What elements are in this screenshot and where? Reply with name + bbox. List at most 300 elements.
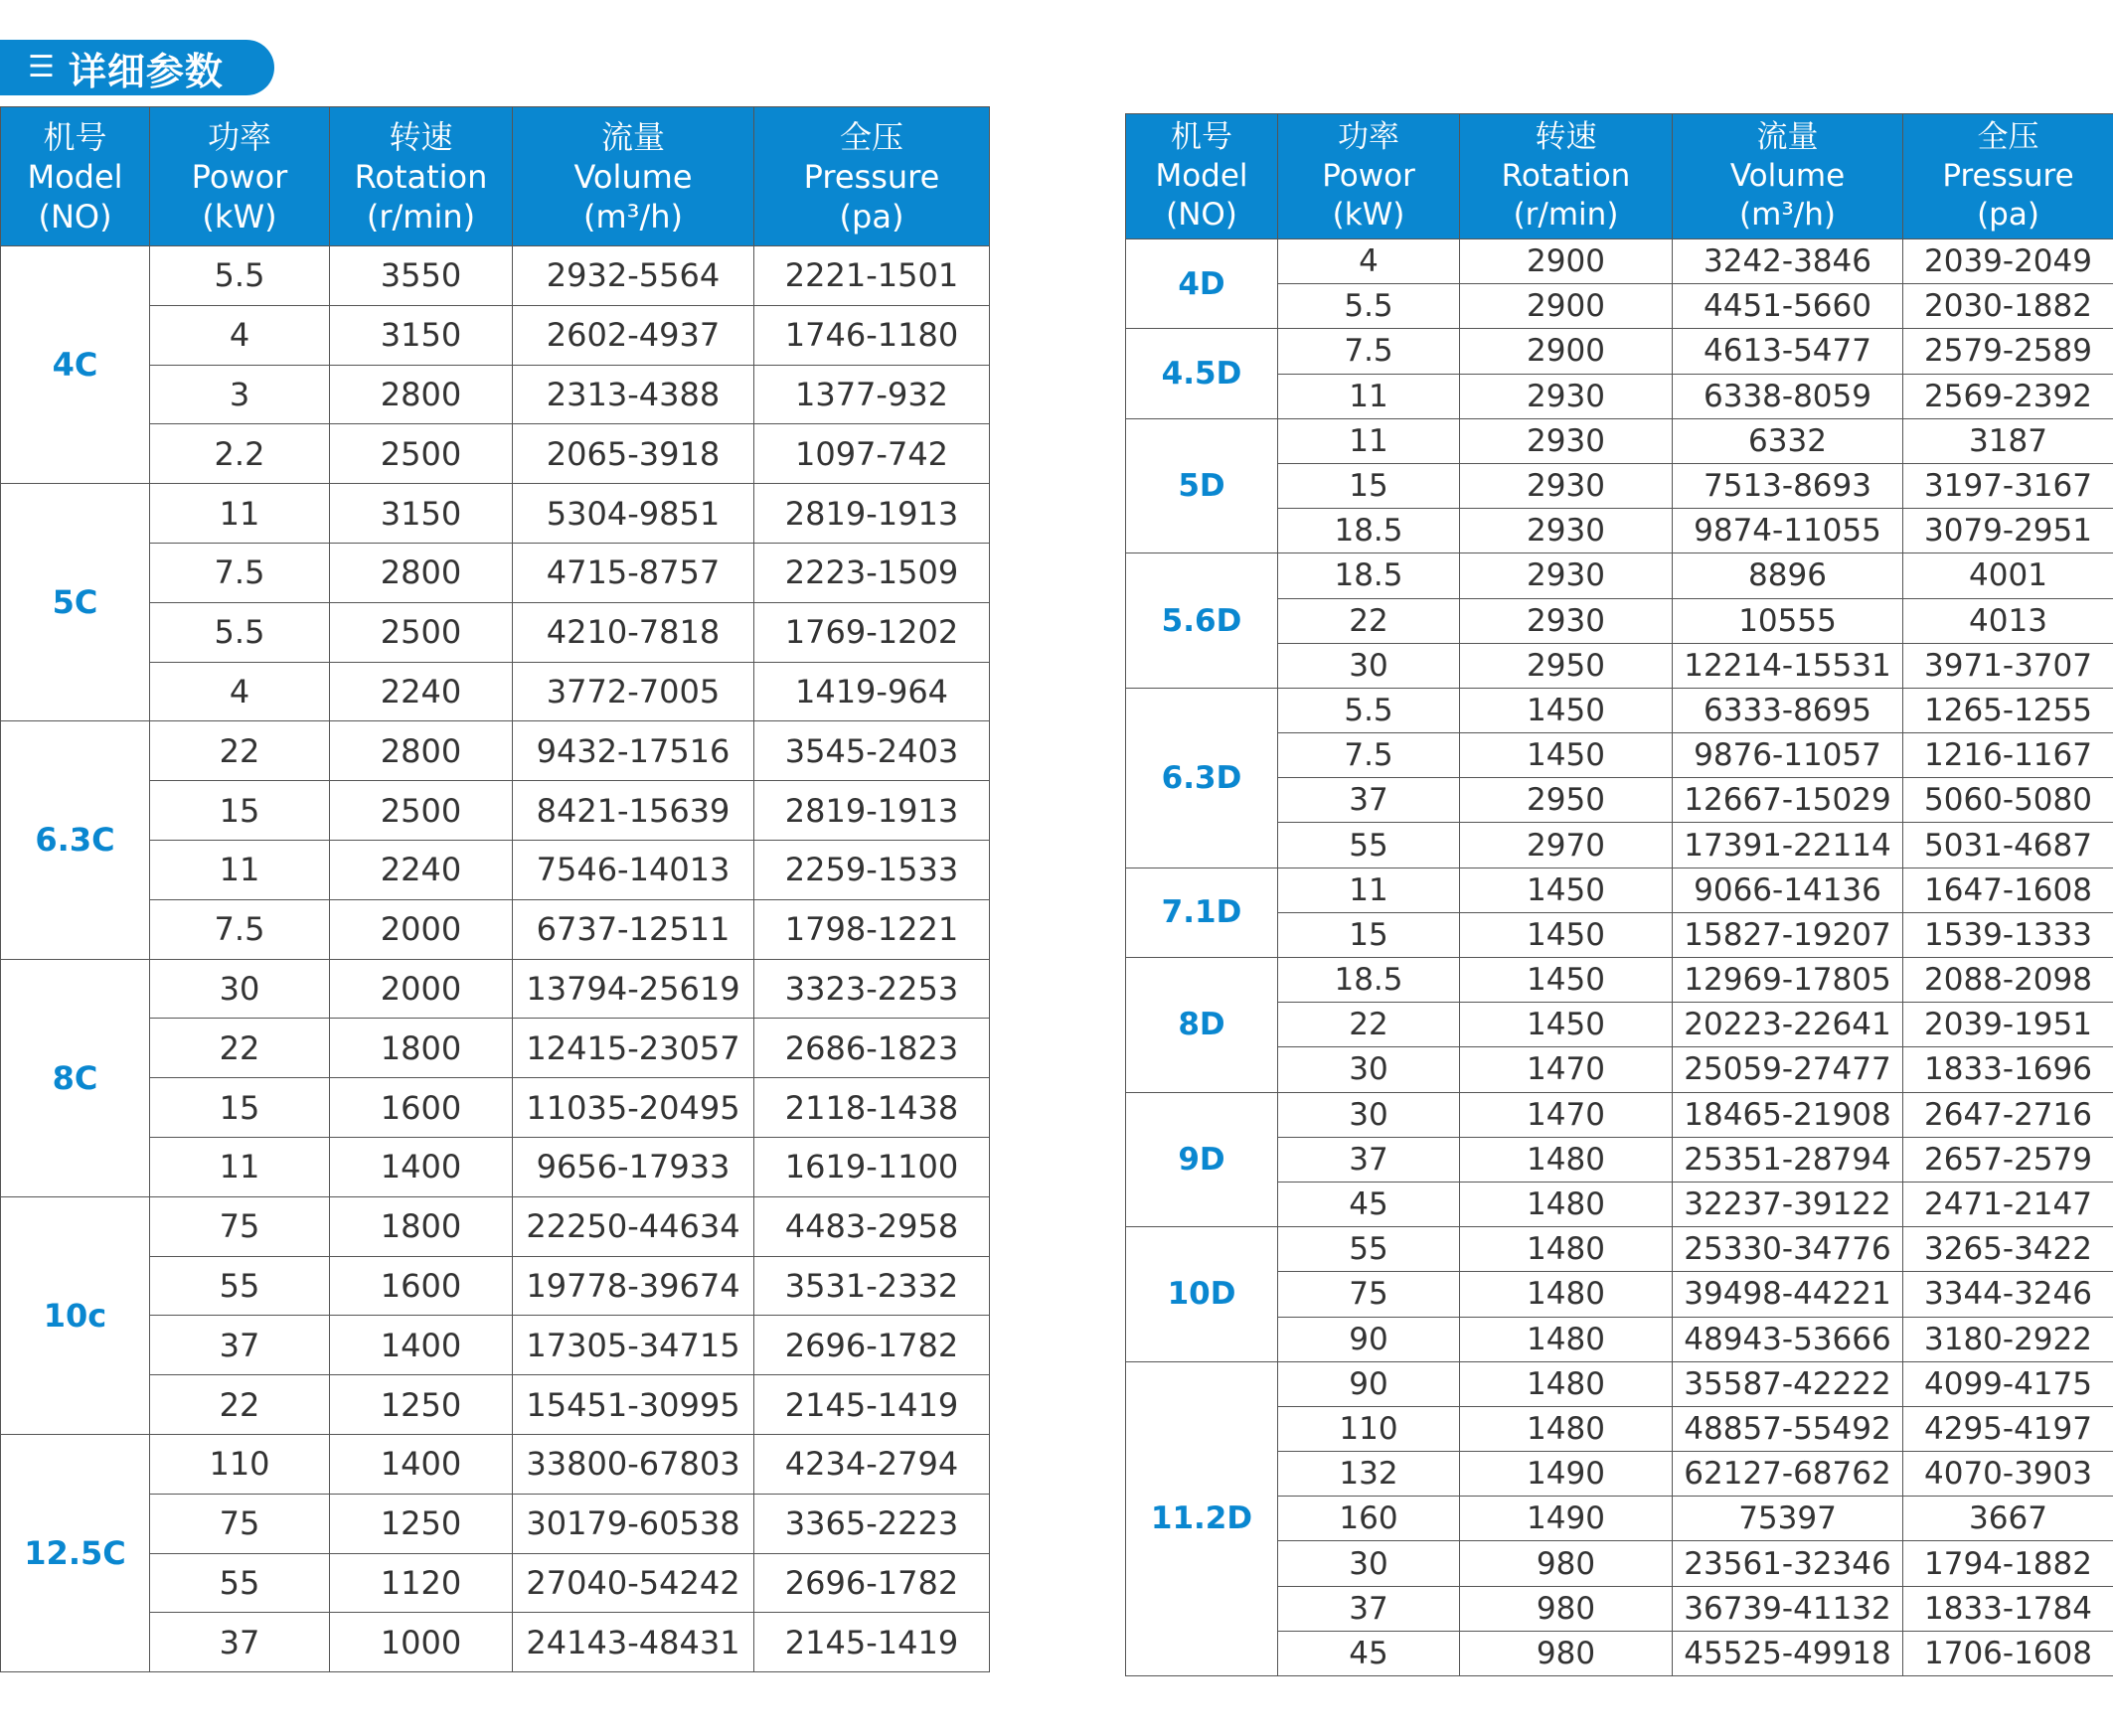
volume-cell: 2932-5564 [513, 246, 754, 306]
rotation-cell: 2930 [1460, 598, 1673, 643]
volume-cell: 9066-14136 [1673, 868, 1903, 912]
column-header-rotation [1460, 114, 1673, 239]
power-cell: 22 [1278, 598, 1460, 643]
volume-cell: 75397 [1673, 1497, 1903, 1541]
power-cell: 18.5 [1278, 553, 1460, 598]
power-cell: 90 [1278, 1361, 1460, 1406]
power-cell: 7.5 [150, 543, 330, 602]
pressure-cell: 1794-1882 [1903, 1541, 2113, 1586]
table-row [1126, 958, 2113, 1003]
rotation-cell: 1450 [1460, 733, 1673, 778]
pressure-cell: 2696-1782 [754, 1316, 990, 1375]
header-cn: 机号 [43, 117, 107, 156]
power-cell: 30 [1278, 1092, 1460, 1137]
power-cell: 5.5 [150, 246, 330, 306]
header-unit: (NO) [38, 197, 112, 236]
power-cell: 30 [1278, 1047, 1460, 1092]
pressure-cell: 2039-2049 [1903, 239, 2113, 284]
table-row [1126, 329, 2113, 374]
rotation-cell: 1480 [1460, 1182, 1673, 1226]
pressure-cell: 3323-2253 [754, 959, 990, 1019]
rotation-cell: 980 [1460, 1586, 1673, 1631]
rotation-cell: 1480 [1460, 1272, 1673, 1317]
rotation-cell: 1250 [330, 1494, 513, 1553]
rotation-cell: 2900 [1460, 239, 1673, 284]
pressure-cell: 1097-742 [754, 424, 990, 484]
header-en: Model [1155, 158, 1248, 194]
header-unit: (pa) [1977, 197, 2039, 233]
volume-cell: 3242-3846 [1673, 239, 1903, 284]
power-cell: 45 [1278, 1631, 1460, 1675]
table-row [1126, 688, 2113, 732]
table-row [1, 424, 990, 484]
power-cell: 30 [1278, 643, 1460, 688]
power-cell: 45 [1278, 1182, 1460, 1226]
pressure-cell: 1216-1167 [1903, 733, 2113, 778]
table-header [1126, 114, 2113, 239]
table-row [1, 365, 990, 424]
pressure-cell: 1798-1221 [754, 899, 990, 959]
table-row [1, 662, 990, 721]
header-cn: 转速 [389, 117, 453, 156]
power-cell: 160 [1278, 1497, 1460, 1541]
volume-cell: 9432-17516 [513, 721, 754, 781]
power-cell: 4 [150, 305, 330, 365]
power-cell: 55 [1278, 1227, 1460, 1272]
power-cell: 7.5 [150, 899, 330, 959]
table-row [1126, 1361, 2113, 1406]
pressure-cell: 2030-1882 [1903, 284, 2113, 329]
model-cell: 5.6D [1126, 553, 1278, 689]
power-cell: 2.2 [150, 424, 330, 484]
power-cell: 11 [1278, 868, 1460, 912]
volume-cell: 19778-39674 [513, 1256, 754, 1316]
volume-cell: 48943-53666 [1673, 1317, 1903, 1361]
header-row [1, 107, 990, 246]
rotation-cell: 1120 [330, 1553, 513, 1613]
rotation-cell: 2240 [330, 662, 513, 721]
power-cell: 7.5 [1278, 733, 1460, 778]
table-row [1126, 553, 2113, 598]
header-en: Volume [573, 157, 693, 196]
model-cell: 4D [1126, 239, 1278, 329]
header-en: Volume [1729, 158, 1846, 194]
rotation-cell: 1490 [1460, 1452, 1673, 1497]
rotation-cell: 1480 [1460, 1137, 1673, 1182]
power-cell: 18.5 [1278, 958, 1460, 1003]
rotation-cell: 2930 [1460, 509, 1673, 553]
table-row [1, 1613, 990, 1672]
volume-cell: 2602-4937 [513, 305, 754, 365]
pressure-cell: 4099-4175 [1903, 1361, 2113, 1406]
rotation-cell: 2930 [1460, 374, 1673, 418]
volume-cell: 15827-19207 [1673, 912, 1903, 957]
rotation-cell: 2950 [1460, 643, 1673, 688]
section-title-tag [0, 40, 274, 95]
table-row [1, 840, 990, 899]
volume-cell: 36739-41132 [1673, 1586, 1903, 1631]
table-row [1, 1256, 990, 1316]
rotation-cell: 2800 [330, 721, 513, 781]
volume-cell: 11035-20495 [513, 1078, 754, 1138]
spec-table-c-series [0, 106, 990, 1672]
rotation-cell: 1470 [1460, 1047, 1673, 1092]
rotation-cell: 1490 [1460, 1497, 1673, 1541]
header-row [1126, 114, 2113, 239]
power-cell: 7.5 [1278, 329, 1460, 374]
table-row [1, 781, 990, 841]
power-cell: 37 [150, 1613, 330, 1672]
power-cell: 15 [1278, 912, 1460, 957]
column-header-volume [1673, 114, 1903, 239]
model-cell: 4.5D [1126, 329, 1278, 418]
rotation-cell: 1450 [1460, 958, 1673, 1003]
table-body [1126, 239, 2113, 1676]
rotation-cell: 2000 [330, 899, 513, 959]
volume-cell: 25351-28794 [1673, 1137, 1903, 1182]
table-row [1, 1196, 990, 1256]
model-cell: 8C [1, 959, 150, 1196]
header-en: Model [27, 157, 123, 196]
volume-cell: 22250-44634 [513, 1196, 754, 1256]
pressure-cell: 2223-1509 [754, 543, 990, 602]
power-cell: 11 [150, 840, 330, 899]
table-row [1, 959, 990, 1019]
table-row [1, 484, 990, 544]
volume-cell: 3772-7005 [513, 662, 754, 721]
power-cell: 4 [150, 662, 330, 721]
rotation-cell: 1450 [1460, 912, 1673, 957]
rotation-cell: 2950 [1460, 778, 1673, 823]
rotation-cell: 980 [1460, 1541, 1673, 1586]
pressure-cell: 5031-4687 [1903, 823, 2113, 868]
power-cell: 132 [1278, 1452, 1460, 1497]
pressure-cell: 2145-1419 [754, 1613, 990, 1672]
power-cell: 55 [150, 1256, 330, 1316]
pressure-cell: 4070-3903 [1903, 1452, 2113, 1497]
table-row [1, 1019, 990, 1078]
rotation-cell: 1480 [1460, 1317, 1673, 1361]
volume-cell: 39498-44221 [1673, 1272, 1903, 1317]
power-cell: 37 [150, 1316, 330, 1375]
power-cell: 30 [150, 959, 330, 1019]
pressure-cell: 3265-3422 [1903, 1227, 2113, 1272]
rotation-cell: 1600 [330, 1078, 513, 1138]
rotation-cell: 1250 [330, 1375, 513, 1435]
rotation-cell: 1800 [330, 1196, 513, 1256]
column-header-rotation [330, 107, 513, 246]
model-cell: 10D [1126, 1227, 1278, 1362]
header-unit: (m³/h) [582, 197, 684, 236]
header-unit: (r/min) [1513, 197, 1619, 233]
pressure-cell: 3545-2403 [754, 721, 990, 781]
header-en: Rotation [1501, 158, 1631, 194]
pressure-cell: 3667 [1903, 1497, 2113, 1541]
pressure-cell: 1539-1333 [1903, 912, 2113, 957]
power-cell: 5.5 [150, 602, 330, 662]
rotation-cell: 2930 [1460, 418, 1673, 463]
model-cell: 6.3D [1126, 688, 1278, 868]
pressure-cell: 2579-2589 [1903, 329, 2113, 374]
pressure-cell: 2118-1438 [754, 1078, 990, 1138]
table-row [1, 899, 990, 959]
table-row [1, 1137, 990, 1196]
header-unit: (kW) [202, 197, 277, 236]
pressure-cell: 1833-1696 [1903, 1047, 2113, 1092]
volume-cell: 62127-68762 [1673, 1452, 1903, 1497]
model-cell: 7.1D [1126, 868, 1278, 957]
rotation-cell: 1450 [1460, 688, 1673, 732]
column-header-model [1, 107, 150, 246]
model-cell: 9D [1126, 1092, 1278, 1227]
pressure-cell: 1647-1608 [1903, 868, 2113, 912]
volume-cell: 12969-17805 [1673, 958, 1903, 1003]
pressure-cell: 2696-1782 [754, 1553, 990, 1613]
table-row [1, 305, 990, 365]
rotation-cell: 1470 [1460, 1092, 1673, 1137]
power-cell: 11 [150, 1137, 330, 1196]
column-header-volume [513, 107, 754, 246]
volume-cell: 6737-12511 [513, 899, 754, 959]
power-cell: 5.5 [1278, 688, 1460, 732]
volume-cell: 25330-34776 [1673, 1227, 1903, 1272]
model-cell: 4C [1, 246, 150, 484]
power-cell: 11 [150, 484, 330, 544]
rotation-cell: 2900 [1460, 329, 1673, 374]
column-header-power [1278, 114, 1460, 239]
header-cn: 机号 [1171, 119, 1232, 155]
model-cell: 10c [1, 1196, 150, 1434]
volume-cell: 6332 [1673, 418, 1903, 463]
rotation-cell: 2000 [330, 959, 513, 1019]
rotation-cell: 2500 [330, 424, 513, 484]
power-cell: 37 [1278, 1137, 1460, 1182]
spec-table-d-series [1125, 113, 2113, 1676]
volume-cell: 6338-8059 [1673, 374, 1903, 418]
model-cell: 5D [1126, 418, 1278, 553]
pressure-cell: 5060-5080 [1903, 778, 2113, 823]
volume-cell: 6333-8695 [1673, 688, 1903, 732]
power-cell: 75 [150, 1196, 330, 1256]
rotation-cell: 3150 [330, 484, 513, 544]
volume-cell: 48857-55492 [1673, 1406, 1903, 1451]
header-en: Powor [1322, 158, 1415, 194]
power-cell: 75 [1278, 1272, 1460, 1317]
volume-cell: 2313-4388 [513, 365, 754, 424]
table-row [1, 1434, 990, 1494]
table-row [1126, 239, 2113, 284]
pressure-cell: 2819-1913 [754, 781, 990, 841]
volume-cell: 8896 [1673, 553, 1903, 598]
model-cell: 8D [1126, 958, 1278, 1093]
power-cell: 11 [1278, 418, 1460, 463]
pressure-cell: 4234-2794 [754, 1434, 990, 1494]
volume-cell: 4613-5477 [1673, 329, 1903, 374]
power-cell: 22 [150, 721, 330, 781]
pressure-cell: 1377-932 [754, 365, 990, 424]
power-cell: 37 [1278, 778, 1460, 823]
volume-cell: 23561-32346 [1673, 1541, 1903, 1586]
rotation-cell: 980 [1460, 1631, 1673, 1675]
rotation-cell: 1800 [330, 1019, 513, 1078]
menu-icon: ☰ [28, 50, 55, 84]
rotation-cell: 1480 [1460, 1406, 1673, 1451]
volume-cell: 27040-54242 [513, 1553, 754, 1613]
pressure-cell: 2039-1951 [1903, 1003, 2113, 1047]
volume-cell: 32237-39122 [1673, 1182, 1903, 1226]
rotation-cell: 2970 [1460, 823, 1673, 868]
column-header-power [150, 107, 330, 246]
table-row [1, 1316, 990, 1375]
pressure-cell: 2088-2098 [1903, 958, 2113, 1003]
volume-cell: 4451-5660 [1673, 284, 1903, 329]
pressure-cell: 1833-1784 [1903, 1586, 2113, 1631]
pressure-cell: 1746-1180 [754, 305, 990, 365]
power-cell: 55 [1278, 823, 1460, 868]
volume-cell: 13794-25619 [513, 959, 754, 1019]
header-en: Powor [191, 157, 288, 196]
pressure-cell: 1419-964 [754, 662, 990, 721]
pressure-cell: 2259-1533 [754, 840, 990, 899]
header-cn: 功率 [207, 117, 271, 156]
pressure-cell: 3180-2922 [1903, 1317, 2113, 1361]
volume-cell: 7513-8693 [1673, 463, 1903, 508]
header-en: Pressure [1942, 158, 2074, 194]
table-row [1126, 418, 2113, 463]
power-cell: 3 [150, 365, 330, 424]
table-row [1, 1375, 990, 1435]
volume-cell: 18465-21908 [1673, 1092, 1903, 1137]
header-unit: (r/min) [366, 197, 476, 236]
header-unit: (kW) [1332, 197, 1405, 233]
power-cell: 22 [1278, 1003, 1460, 1047]
pressure-cell: 3197-3167 [1903, 463, 2113, 508]
header-cn: 流量 [1756, 119, 1819, 155]
volume-cell: 25059-27477 [1673, 1047, 1903, 1092]
rotation-cell: 2800 [330, 543, 513, 602]
power-cell: 110 [150, 1434, 330, 1494]
volume-cell: 2065-3918 [513, 424, 754, 484]
table-header [1, 107, 990, 246]
rotation-cell: 3150 [330, 305, 513, 365]
pressure-cell: 1769-1202 [754, 602, 990, 662]
pressure-cell: 2657-2579 [1903, 1137, 2113, 1182]
model-cell: 12.5C [1, 1434, 150, 1671]
power-cell: 5.5 [1278, 284, 1460, 329]
pressure-cell: 2647-2716 [1903, 1092, 2113, 1137]
pressure-cell: 3187 [1903, 418, 2113, 463]
rotation-cell: 3550 [330, 246, 513, 306]
power-cell: 18.5 [1278, 509, 1460, 553]
pressure-cell: 1265-1255 [1903, 688, 2113, 732]
power-cell: 55 [150, 1553, 330, 1613]
pressure-cell: 2686-1823 [754, 1019, 990, 1078]
header-unit: (NO) [1166, 197, 1237, 233]
power-cell: 37 [1278, 1586, 1460, 1631]
header-unit: (m³/h) [1739, 197, 1836, 233]
volume-cell: 30179-60538 [513, 1494, 754, 1553]
power-cell: 90 [1278, 1317, 1460, 1361]
power-cell: 75 [150, 1494, 330, 1553]
volume-cell: 12415-23057 [513, 1019, 754, 1078]
volume-cell: 10555 [1673, 598, 1903, 643]
volume-cell: 9876-11057 [1673, 733, 1903, 778]
volume-cell: 7546-14013 [513, 840, 754, 899]
pressure-cell: 2569-2392 [1903, 374, 2113, 418]
volume-cell: 17391-22114 [1673, 823, 1903, 868]
header-cn: 全压 [839, 117, 903, 156]
volume-cell: 4210-7818 [513, 602, 754, 662]
volume-cell: 12667-15029 [1673, 778, 1903, 823]
rotation-cell: 1400 [330, 1434, 513, 1494]
pressure-cell: 2145-1419 [754, 1375, 990, 1435]
model-cell: 5C [1, 484, 150, 721]
header-en: Rotation [354, 157, 488, 196]
table-row [1, 246, 990, 306]
header-cn: 全压 [1977, 119, 2039, 155]
pressure-cell: 4001 [1903, 553, 2113, 598]
table-row [1, 1494, 990, 1553]
table-row [1126, 868, 2113, 912]
pressure-cell: 3079-2951 [1903, 509, 2113, 553]
rotation-cell: 2500 [330, 602, 513, 662]
pressure-cell: 1706-1608 [1903, 1631, 2113, 1675]
power-cell: 22 [150, 1375, 330, 1435]
volume-cell: 5304-9851 [513, 484, 754, 544]
pressure-cell: 2221-1501 [754, 246, 990, 306]
model-cell: 11.2D [1126, 1361, 1278, 1675]
volume-cell: 24143-48431 [513, 1613, 754, 1672]
pressure-cell: 2471-2147 [1903, 1182, 2113, 1226]
volume-cell: 33800-67803 [513, 1434, 754, 1494]
power-cell: 15 [150, 781, 330, 841]
rotation-cell: 2800 [330, 365, 513, 424]
rotation-cell: 1450 [1460, 1003, 1673, 1047]
header-en: Pressure [803, 157, 940, 196]
rotation-cell: 2930 [1460, 553, 1673, 598]
header-cn: 转速 [1535, 119, 1597, 155]
section-title: 详细参数 [68, 49, 224, 93]
volume-cell: 9874-11055 [1673, 509, 1903, 553]
header-unit: (pa) [839, 197, 904, 236]
pressure-cell: 3365-2223 [754, 1494, 990, 1553]
rotation-cell: 2930 [1460, 463, 1673, 508]
volume-cell: 12214-15531 [1673, 643, 1903, 688]
table-row [1, 602, 990, 662]
column-header-pressure [754, 107, 990, 246]
power-cell: 11 [1278, 374, 1460, 418]
pressure-cell: 2819-1913 [754, 484, 990, 544]
column-header-model [1126, 114, 1278, 239]
table-row [1, 721, 990, 781]
table-body [1, 246, 990, 1672]
volume-cell: 15451-30995 [513, 1375, 754, 1435]
power-cell: 15 [1278, 463, 1460, 508]
column-header-pressure [1903, 114, 2113, 239]
pressure-cell: 1619-1100 [754, 1137, 990, 1196]
power-cell: 15 [150, 1078, 330, 1138]
rotation-cell: 1400 [330, 1316, 513, 1375]
power-cell: 4 [1278, 239, 1460, 284]
header-cn: 流量 [600, 117, 665, 156]
rotation-cell: 1000 [330, 1613, 513, 1672]
rotation-cell: 1450 [1460, 868, 1673, 912]
pressure-cell: 4295-4197 [1903, 1406, 2113, 1451]
table-row [1, 1553, 990, 1613]
volume-cell: 9656-17933 [513, 1137, 754, 1196]
header-cn: 功率 [1338, 119, 1399, 155]
pressure-cell: 4483-2958 [754, 1196, 990, 1256]
